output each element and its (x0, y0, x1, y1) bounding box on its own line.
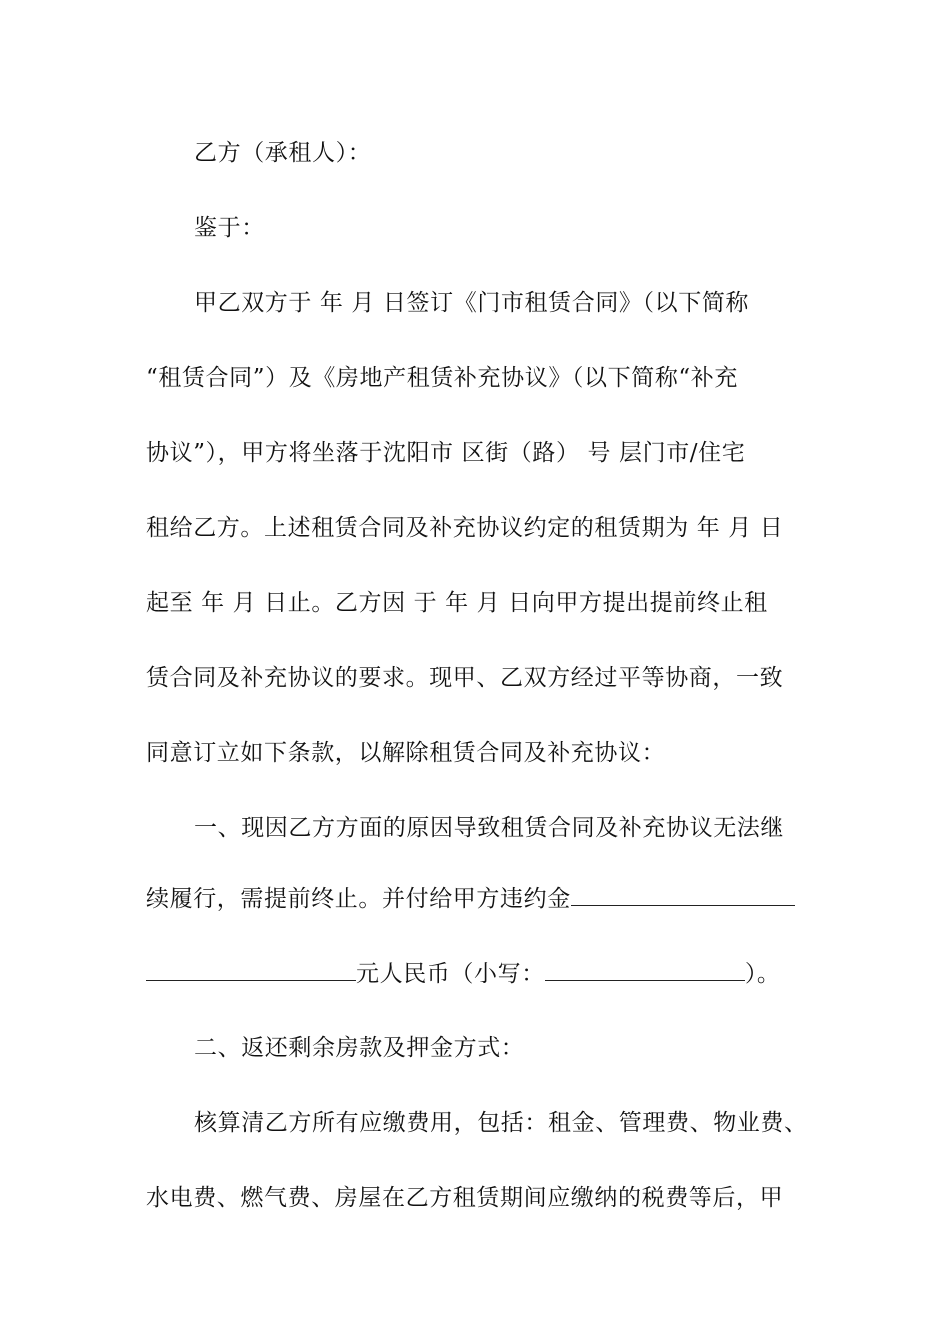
currency-text: 元人民币（小写： (356, 961, 545, 987)
clause-one-line (146, 958, 816, 989)
party-b-label: 乙方（承租人）： (194, 140, 372, 166)
paragraph-line: 起至 年 月 日止。乙方因 于 年 月 日向甲方提出提前终止租 (146, 590, 768, 616)
paragraph-line: 赁合同及补充协议的要求。现甲、乙双方经过平等协商，一致 (146, 665, 784, 691)
clause-one-line (146, 883, 816, 914)
paragraph-line: “租赁合同”）及《房地产租赁补充协议》（以下简称“补充 (146, 365, 738, 391)
paragraph-line: 租给乙方。上述租赁合同及补充协议约定的租赁期为 年 月 日 (146, 515, 784, 541)
clause-two-line: 水电费、燃气费、房屋在乙方租赁期间应缴纳的税费等后，甲 (146, 1185, 784, 1211)
clause-two-line: 核算清乙方所有应缴费用，包括：租金、管理费、物业费、 (194, 1110, 808, 1136)
closing-text: ）。 (744, 961, 781, 987)
penalty-amount-blank-continued[interactable] (146, 958, 356, 981)
penalty-text: 续履行，需提前终止。并付给甲方违约金 (146, 886, 571, 912)
penalty-amount-blank[interactable] (571, 883, 795, 906)
clause-two-heading: 二、返还剩余房款及押金方式： (194, 1035, 525, 1061)
paragraph-line: 同意订立如下条款，以解除租赁合同及补充协议： (146, 740, 666, 766)
paragraph-line: 协议”），甲方将坐落于沈阳市 区街（路） 号 层门市/住宅 (146, 440, 746, 466)
paragraph-line: 甲乙双方于 年 月 日签订《门市租赁合同》（以下简称 (194, 290, 750, 316)
amount-numeric-blank[interactable] (545, 958, 745, 981)
whereas-heading: 鉴于： (194, 215, 265, 241)
clause-one-line: 一、现因乙方方面的原因导致租赁合同及补充协议无法继 (194, 815, 784, 841)
